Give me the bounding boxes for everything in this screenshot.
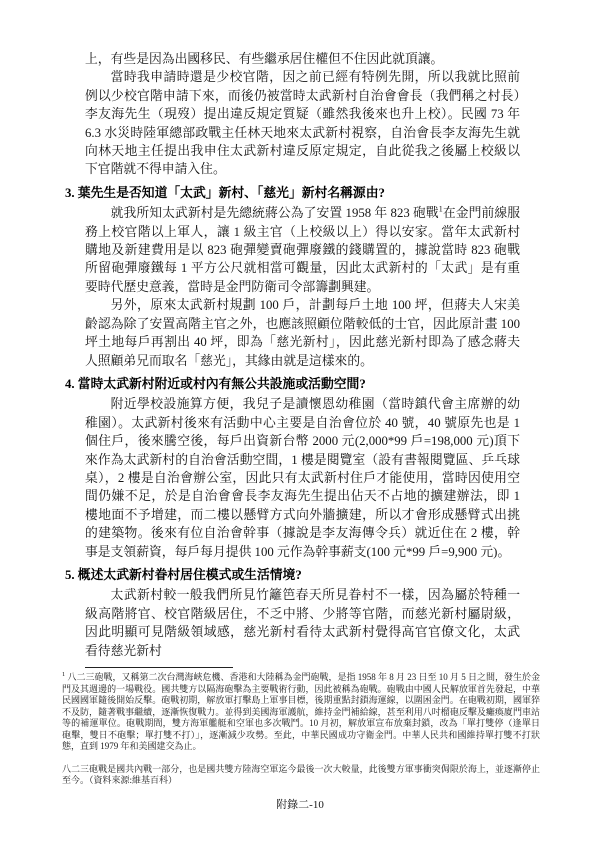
question-5-heading: 5. 概述太武新村眷村居住模式或生活情境?	[65, 567, 302, 582]
apply-paragraph: 當時我申請時還是少校官階，因之前已經有特例先開，所以我就比照前例以少校官階申請下來，而後仍被當時太武新村自治會會長（我們稱之村長）李友海先生（現歿）提出違反規定質疑（雖然我後來也升上校）。民國 73 年 6.3 水災時陸軍總部政戰主任林天地來太武新村視察，自治會長李友海先生就向林天地主任提出我申住太武新村違反原定規定，自此從我之後屬上校級以下官階就不得申請入住。	[85, 70, 520, 177]
question-3-paragraph-1	[85, 204, 520, 296]
footnote-1-reference: 1	[438, 204, 443, 214]
footnote-1-marker: 1	[62, 671, 66, 678]
question-4-paragraph-1: 附近學校設施算方便，我兒子是讀懷恩幼稚園（當時鎮代會主席辦的幼稚園）。太武新村後來有活動中心主要是自治會位於 40 號，40 號原先也是 1 個住戶，後來騰空後，每戶出資新台幣 2000 元(2,000*99 戶=198,000 元)頂下來作為太武新村的自治會活動空間，1 樓是閱覽室（設有書報閱覽區、乒乓球桌），2 樓是自治會辦公室，因此只有太武新村住戶才能使用，當時因使用空間仍嫌不足，於是自治會會長李友海先生提出佔天不占地的擴建辦法，即 1 樓地面不予增建，而二樓以懸臂方式向外牆擴建，所以才會形成懸臂式出挑的建築物。後來有位自治會幹事（據說是李友海傳令兵）就近住在 2 樓，幹事是支領薪資，每戶每月提供 100 元作為幹事薪支(100 元*99 戶=9,900 元)。	[85, 397, 520, 559]
q3-p1-text-after: 在金門前線服務上校官階以上軍人，讓 1 級主官（上校級以上）得以安家。當年太武新村購地及新建費用是以 823 砲彈變賣砲彈廢鐵的錢購置的，據說當時 823 砲戰所留砲彈廢鐵每 1 平方公尺就相當可觀量，因此太武新村的「太武」是有重要時代歷史意義，當時是金門防衛司令部籌劃興建。	[85, 206, 521, 294]
footnote-1	[62, 672, 540, 753]
q3-p1-text-before: 就我所知太武新村是先總統蔣公為了安置 1958 年 823 砲戰	[110, 206, 439, 221]
footnotes-block	[62, 672, 540, 787]
continuation-paragraph: 上，有些是因為出國移民、有些繼承居住權但不住因此就頂讓。	[85, 52, 444, 66]
footnote-separator-rule	[85, 667, 233, 668]
page-number-footer: 附錄二-10	[276, 799, 324, 811]
question-3-heading: 3. 葉先生是否知道「太武」新村、「慈光」新村名稱源由?	[65, 185, 385, 200]
document-body	[62, 50, 541, 787]
question-3-paragraph-2: 另外，原來太武新村規劃 100 戶，計劃每戶土地 100 坪，但蔣夫人宋美齡認為除了安置高階主官之外，也應該照顧位階較低的士官，因此原計畫 100 坪土地每戶再割出 40 坪，即為「慈光新村」，因此慈光新村即為了感念蔣夫人照顧弟兄而取名「慈光」，其緣由就是這樣來的。	[85, 298, 520, 368]
question-5-paragraph-1: 太武新村較一般我們所見竹籬笆春天所見眷村不一樣，因為屬於特種一級高階將官、校官階級居住，不乏中將、少將等官階，而慈光新村屬尉級，因此明顯可見階級領域感，慈光新村看待太武新村覺得高官官僚文化，太武看待慈光新村	[85, 588, 520, 658]
question-4-heading: 4. 當時太武新村附近或村內有無公共設施或活動空間?	[65, 376, 366, 391]
footnote-2: 八二三砲戰是國共內戰一部分，也是國共雙方陸海空軍迄今最後一次大較量，此後雙方軍事衝突侷限於海上，並逐漸停止至今。（資料來源:維基百科）	[62, 763, 540, 785]
footnote-1-text: 八二三砲戰，又稱第二次台灣海峽危機、香港和大陸稱為金門砲戰，是指 1958 年 8 月 23 日至 10 月 5 日之間，發生於金門及其週邊的一場戰役。國共雙方以隔海砲擊為主要戰術行動，因此被稱為砲戰。砲戰由中國人民解放軍首先發起，中華民國國軍隨後開始反擊。砲戰初期，解放軍打擊島上軍事目標，後期重點封鎖海運線，以圍困金門。在砲戰初期，國軍猝不及防，隨著戰事繼續，逐漸恢復戰力。並得到美國海軍護航，維持金門補給線，甚至利用八吋榴砲反擊及癱瘓廈門車站等的補運單位。砲戰期間，雙方海軍艦艇和空軍也多次戰鬥。10 月初，解放軍宣布放棄封鎖，改為「單打雙停（逢單日砲擊，雙日不砲擊；單打雙不打）」，逐漸減少攻勢。至此，中華民國成功守衛金門。中華人民共和國維持單打雙不打狀態，直到 1979 年和美國建交為止。	[62, 672, 541, 751]
